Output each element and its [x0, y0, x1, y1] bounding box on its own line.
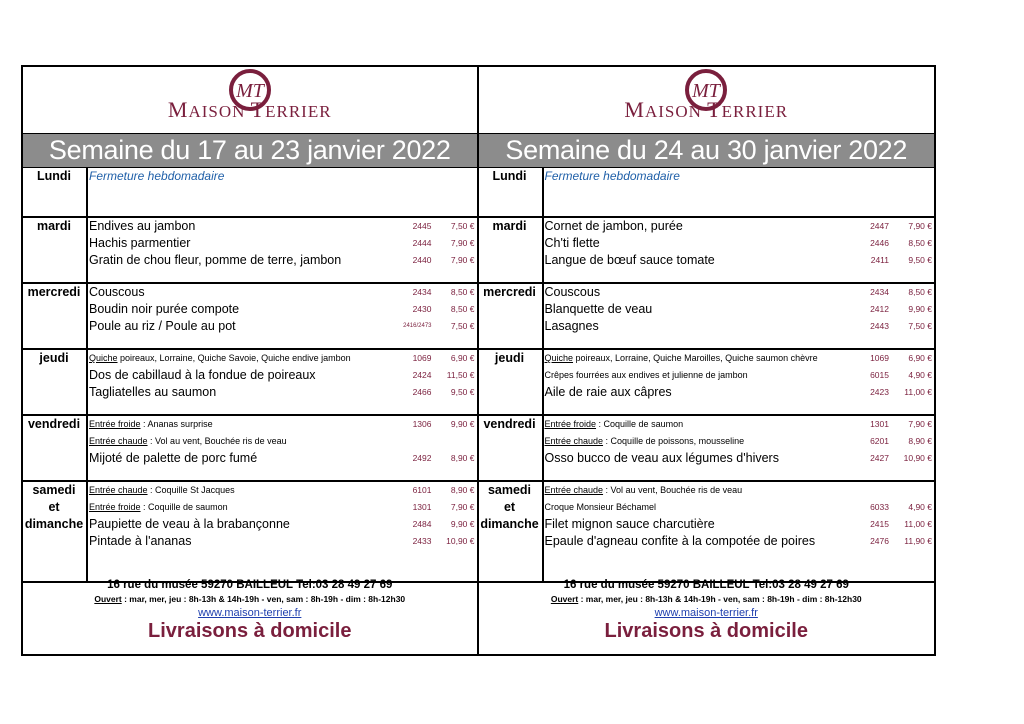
dish-row: Entrée chaude : Coquille de poissons, mousseline 6201 8,90 € — [544, 436, 932, 446]
dish-row: Blanquette de veau 2412 9,90 € — [544, 302, 932, 316]
dish-row: Entrée froide : Coquille de saumon 1301 7,90 € — [89, 502, 475, 512]
dish-row: Mijoté de palette de porc fumé 2492 8,90 € — [89, 451, 475, 465]
website-link[interactable]: www.maison-terrier.fr — [198, 607, 302, 619]
dish-row: Filet mignon sauce charcutière 2415 11,00 € — [544, 517, 932, 531]
dish-row: Couscous 2434 8,50 € — [89, 285, 475, 299]
day-lundi: Lundi Fermeture hebdomadaire — [479, 168, 935, 218]
day-grid — [479, 168, 935, 583]
dish-row: Epaule d'agneau confite à la compotée de poires 2476 11,90 € — [544, 534, 932, 548]
delivery-banner: Livraisons à domicile — [148, 620, 352, 642]
menu-sheet — [21, 65, 936, 656]
dish-row: Quiche poireaux, Lorraine, Quiche Savoie, Quiche endive jambon 1069 6,90 € — [89, 353, 475, 363]
dish-row: Cornet de jambon, purée 2447 7,90 € — [544, 219, 932, 233]
dish-row: Tagliatelles au saumon 2466 9,50 € — [89, 385, 475, 399]
shop-address: 16 rue du musée 59270 BAILLEUL Tel:03 28 49 27 69 — [563, 579, 849, 591]
shop-footer — [479, 577, 935, 654]
week-column-1 — [23, 67, 479, 654]
dish-row: Osso bucco de veau aux légumes d'hivers 2427 10,90 € — [544, 451, 932, 465]
day-mercredi: mercredi Couscous 2434 8,50 € Boudin noir purée compote 2430 8,50 € Poule au riz / Poule au pot 2416/2473 7,50 € — [23, 284, 477, 350]
day-weekend: samedi et dimanche Entrée chaude : Coquille St Jacques 6101 8,90 € Entrée froide : Coquille de saumon 1301 7,90 € Paupiette de veau à la brabançonne 2484 9,90 € Pintade à l'ananas 2433 10,90 € — [23, 482, 477, 583]
dish-row: Dos de cabillaud à la fondue de poireaux 2424 11,50 € — [89, 368, 475, 382]
dish-row: Endives au jambon 2445 7,50 € — [89, 219, 475, 233]
week-column-2 — [479, 67, 935, 654]
website-link[interactable]: www.maison-terrier.fr — [654, 607, 758, 619]
dish-row: Hachis parmentier 2444 7,90 € — [89, 236, 475, 250]
day-weekend: samedi et dimanche Entrée chaude : Vol au vent, Bouchée ris de veau Croque Monsieur Béchamel 6033 4,90 € Filet mignon sauce charcutière 2415 11,00 € Epaule d'agneau confite à la compotée de poires 2476 11,90 € — [479, 482, 935, 583]
dish-row: Boudin noir purée compote 2430 8,50 € — [89, 302, 475, 316]
dish-row: Croque Monsieur Béchamel 6033 4,90 € — [544, 502, 932, 512]
dish-row: Crêpes fourrées aux endives et julienne de jambon 6015 4,90 € — [544, 370, 932, 380]
shop-footer — [23, 577, 477, 654]
svg-text:MT: MT — [692, 80, 721, 102]
week-title: Semaine du 17 au 23 janvier 2022 — [23, 133, 477, 168]
day-jeudi: jeudi Quiche poireaux, Lorraine, Quiche Savoie, Quiche endive jambon 1069 6,90 € Dos de cabillaud à la fondue de poireaux 2424 11,50 € Tagliatelles au saumon 2466 9,50 € — [23, 350, 477, 416]
day-jeudi: jeudi Quiche poireaux, Lorraine, Quiche Maroilles, Quiche saumon chèvre 1069 6,90 € Crêpes fourrées aux endives et julienne de jambon 6015 4,90 € Aile de raie aux câpres 2423 11,00 € — [479, 350, 935, 416]
delivery-banner: Livraisons à domicile — [604, 620, 808, 642]
dish-row: Paupiette de veau à la brabançonne 2484 9,90 € — [89, 517, 475, 531]
day-grid — [23, 168, 477, 583]
dish-row: Ch'ti flette 2446 8,50 € — [544, 236, 932, 250]
dish-row: Entrée chaude : Vol au vent, Bouchée ris de veau — [89, 436, 287, 446]
day-mardi: mardi Cornet de jambon, purée 2447 7,90 € Ch'ti flette 2446 8,50 € Langue de bœuf sauce tomate 2411 9,50 € — [479, 218, 935, 284]
opening-hours: Ouvert : mar, mer, jeu : 8h-13h & 14h-19h - ven, sam : 8h-19h - dim : 8h-12h30 — [94, 594, 406, 604]
day-lundi: Lundi Fermeture hebdomadaire — [23, 168, 477, 218]
dish-row: Entrée chaude : Vol au vent, Bouchée ris de veau — [544, 485, 743, 495]
opening-hours: Ouvert : mar, mer, jeu : 8h-13h & 14h-19h - ven, sam : 8h-19h - dim : 8h-12h30 — [550, 594, 862, 604]
closed-note: Fermeture hebdomadaire — [544, 169, 680, 183]
dish-row: Lasagnes 2443 7,50 € — [544, 319, 932, 333]
day-mardi: mardi Endives au jambon 2445 7,50 € Hachis parmentier 2444 7,90 € Gratin de chou fleur, pomme de terre, jambon 2440 7,90 € — [23, 218, 477, 284]
dish-row: Pintade à l'ananas 2433 10,90 € — [89, 534, 475, 548]
dish-row: Poule au riz / Poule au pot 2416/2473 7,50 € — [89, 319, 475, 333]
week-title: Semaine du 24 au 30 janvier 2022 — [479, 133, 935, 168]
dish-row: Couscous 2434 8,50 € — [544, 285, 932, 299]
shop-address: 16 rue du musée 59270 BAILLEUL Tel:03 28 49 27 69 — [107, 579, 393, 591]
brand-name: MAISON TERRIER — [167, 97, 332, 122]
brand-name: MAISON TERRIER — [624, 97, 789, 122]
dish-row: Entrée chaude : Coquille St Jacques 6101 8,90 € — [89, 485, 475, 495]
brand-logo — [479, 67, 935, 133]
day-mercredi: mercredi Couscous 2434 8,50 € Blanquette de veau 2412 9,90 € Lasagnes 2443 7,50 € — [479, 284, 935, 350]
closed-note: Fermeture hebdomadaire — [89, 169, 225, 183]
dish-row: Entrée froide : Coquille de saumon 1301 7,90 € — [544, 419, 932, 429]
day-vendredi: vendredi Entrée froide : Coquille de saumon 1301 7,90 € Entrée chaude : Coquille de poissons, mousseline 6201 8,90 € Osso bucco de veau aux légumes d'hivers 2427 10,90 € — [479, 416, 935, 482]
dish-row: Langue de bœuf sauce tomate 2411 9,50 € — [544, 253, 932, 267]
day-vendredi: vendredi Entrée froide : Ananas surprise 1306 9,90 € Entrée chaude : Vol au vent, Bouchée ris de veau Mijoté de palette de porc fumé 2492 8,90 € — [23, 416, 477, 482]
dish-row: Quiche poireaux, Lorraine, Quiche Maroilles, Quiche saumon chèvre 1069 6,90 € — [544, 353, 932, 363]
svg-text:MT: MT — [235, 80, 264, 102]
brand-logo — [23, 67, 477, 133]
dish-row: Aile de raie aux câpres 2423 11,00 € — [544, 385, 932, 399]
dish-row: Entrée froide : Ananas surprise 1306 9,90 € — [89, 419, 475, 429]
dish-row: Gratin de chou fleur, pomme de terre, jambon 2440 7,90 € — [89, 253, 475, 267]
